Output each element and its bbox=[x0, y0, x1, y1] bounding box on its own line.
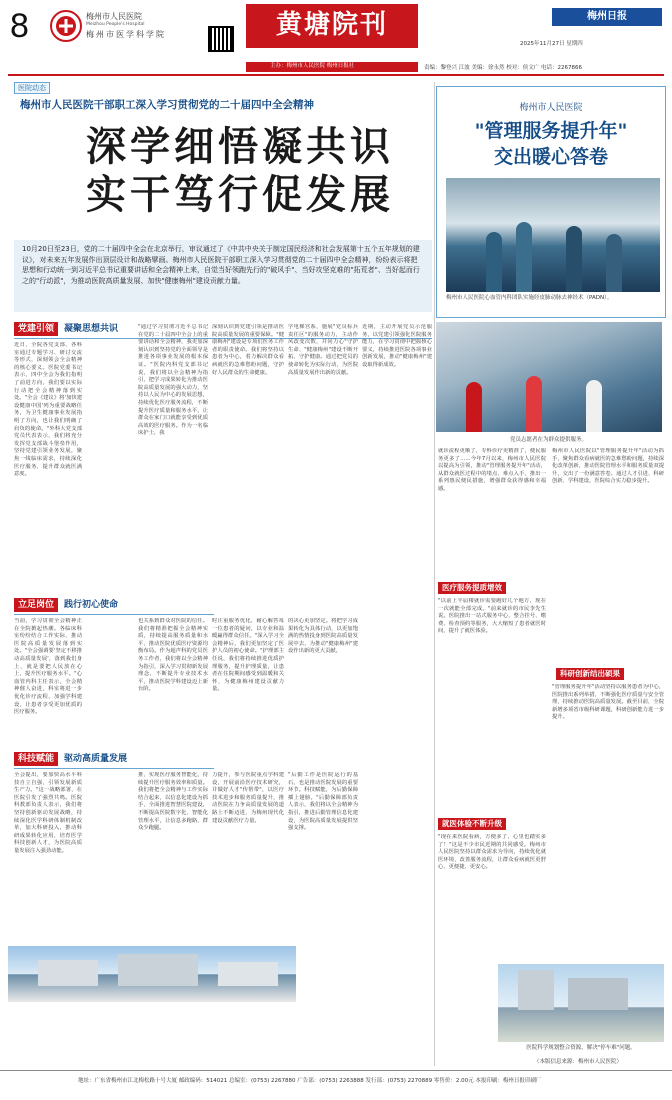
section-title: 践行初心使命 bbox=[64, 600, 119, 610]
issue-date: 2025年11月27日 星期四 bbox=[520, 41, 583, 47]
right-article-headline-line2: 交出暖心答卷 bbox=[493, 146, 608, 168]
column-text: "通过学习贯彻习近平总书记在党的二十届四中全会上的重要讲话和全会精神，我更加深刻认识到坚持党的全面领导是推进各项事业发展的根本保证。"医院内科党支部书记说，我们将以全会精神为指引，把学习成果转化为推动医院高质量发展的强大动力，坚持以人民为中心的发展思想，持续优化医疗服务流程，不断提升医疗质量和服务水平，让群众在家门口就能享受到优质高效的医疗服务。作为一名临床护士，我 bbox=[138, 324, 208, 437]
column-text: 时注重服务优化，耐心解答每一位患者的疑问，以专业和温暖赢得群众信任。"深入学习全会精神后，我们更加坚定了医护人员的初心使命。"护理部主任说，我们将持续推进优质护理服务，提升护理质量，让患者在住院期间感受到温暖和关怀，为健康梅州建设贡献力量。 bbox=[212, 618, 284, 693]
column-text: "后勤工作是医院运行的基石，也是推动医院发展的重要环节。科技赋能，为后勤保障插上翅膀。"后勤保障部负责人表示，我们将以全会精神为指引，推进后勤管理信息化建设，为医院高质量发展提供坚强支撑。 bbox=[288, 772, 358, 832]
divider bbox=[14, 614, 214, 615]
header-divider bbox=[8, 74, 664, 76]
editor-line: 责编：黎登兴 江波 美编：徐永然 校对：侯文广 电话：2267866 bbox=[424, 65, 582, 71]
column-text: 也关系到群众对医院的信任。我们将精准把握全会精神实质，持续提高服务质量和水平，推动医院优质医疗资源均衡布局。作为超声科的党员医务工作者，我们将以全会精神为指引，深入学习贯彻新发展理念，不断提升专业技术水平，推动医院学科建设迈上新台阶。 bbox=[138, 618, 208, 693]
column-text: 全会提出，要加快高水平科技自立自强，引领发展新质生产力。"这一战略部署，在医院引发了强烈共鸣。医院科教部负责人表示，我们将坚持创新驱动发展战略，持续深化医学科研体制机制改革，加大科研投入，推动科研成果转化应用，培育医学科技创新人才，为医院高质量发展注入强劲动能。 bbox=[14, 772, 82, 854]
qr-code-icon bbox=[208, 26, 234, 52]
hospital-logo-icon bbox=[50, 10, 82, 42]
photo-caption: 医院科学规划整合资源，解决"停车难"问题。 bbox=[526, 1045, 636, 1051]
hospital-name-cn: 梅州市人民医院 bbox=[86, 12, 142, 21]
host-line: 主办：梅州市人民医院 梅州日报社 bbox=[246, 62, 418, 72]
building-shape bbox=[118, 954, 198, 986]
divider bbox=[14, 768, 214, 769]
article-headline-line1: 深学细悟凝共识 bbox=[86, 123, 394, 170]
hospital-building-photo bbox=[8, 946, 296, 1002]
article-subtitle: 梅州市人民医院干部职工深入学习贯彻党的二十届四中全会精神 bbox=[20, 99, 314, 111]
right-article-headline-line1: "管理服务提升年" bbox=[474, 120, 628, 142]
section-flag: 立足岗位 bbox=[14, 598, 58, 612]
column-text: 学电梯宫系，施展"党员标兵责任区"的服务动力，主动作风改变次数，并同力心"守护生命、"健康梅州"建设不断开拓、守护健康。通过把党员的使命转化为实际行动，为医院高质量发展作出新的贡献。 bbox=[288, 324, 358, 376]
masthead bbox=[0, 0, 672, 58]
surgery-photo bbox=[446, 178, 660, 292]
section-title: 凝聚思想共识 bbox=[64, 324, 119, 334]
building-shape bbox=[38, 960, 98, 986]
article-headline-line2: 实干笃行促发展 bbox=[86, 171, 394, 218]
column-text: 近期，主动开展党员示范服务，以党建引领强化医院服务能力，在学习贯彻中把握核心要义，持续推进医院各项事业创新发展，推动"健康梅州"建设取得新成效。 bbox=[362, 324, 432, 368]
column-text: 当前，学习贯彻全会精神正在全院掀起热潮。各临床科室纷纷结合工作实际，推动医院高质量发展落到实处。"全会强调要'坚定不移推动高质量发展'，落到我们身上，就是要把人民放在心上，提升医疗服务水平。"心血管内科主任表示，全会精神催人奋进，科室将进一步优化诊疗流程，加强学科建设，让患者享受更加优质的医疗服务。 bbox=[14, 618, 82, 716]
newspaper-logo: 梅州日报 bbox=[552, 8, 662, 26]
column-text: 梅州市人民医院以"管理服务提升年"活动为抓手，聚焦群众看病就医的急难愁盼问题，持续深化改革创新，推动医院管理水平和服务质量双提升，交出了一份满意答卷。通过人才引进、科研创新、学科建设，医院综合实力稳步提升。 bbox=[552, 448, 664, 485]
hospital-motto: 梅州市医学科学院 bbox=[86, 30, 166, 39]
right-subheading-3: 就医体验不断升级 bbox=[438, 818, 506, 830]
building-shape bbox=[218, 962, 278, 986]
article-lead: 10月20日至23日，党的二十届四中全会在北京举行，审议通过了《中共中央关于制定国民经济和社会发展第十五个五年规划的建议》，对未来五年发展作出顶层设计和战略擘画。梅州市人民医院干部职工深入学习贯彻党的二十届四中全会精神，纷纷表示将把思想和行动统一到习近平总书记重要讲话和全会精神上来，自觉当好领跑先行的"破风手"、当好攻坚克难的"拓荒者"、当好起而行之的"行动派"，为推动医院高质量发展、加快"健康梅州"建设贡献力量。 bbox=[14, 240, 432, 312]
right-subheading-1: 医疗服务提质增效 bbox=[438, 582, 506, 594]
column-text: 就诊流程更顺了，专科诊疗更精准了，便民服务更多了……今年7月以来，梅州市人民医院以提高为引领，推动"管理服务提升年"活动，从群众就医过程中的堵点、难点入手，推出一系列惠民便民措施，增强群众获得感和幸福感。 bbox=[438, 448, 546, 492]
person-shape bbox=[516, 222, 532, 292]
person-shape bbox=[586, 380, 602, 432]
right-subheading-2: 科研创新结出硕果 bbox=[556, 668, 624, 680]
section-heading-3 bbox=[14, 752, 127, 766]
section-title: 驱动高质量发展 bbox=[64, 754, 128, 764]
masthead-title: 黄塘院刊 bbox=[275, 10, 388, 40]
photo-caption: 党员志愿者在为群众提供服务。 bbox=[510, 437, 588, 443]
building-shape bbox=[568, 978, 628, 1010]
source-note: （本版信息来源：梅州市人民医院） bbox=[534, 1059, 623, 1065]
footer: 地址：广东省梅州市江北梅松路十号大厦 邮政编码：514021 总编室：(0753) 2267880 广告部：(0753) 2263888 发行部：(0753) 2270889 零售价：2.00元 本报印刷：梅州日报印刷厂 bbox=[0, 1070, 672, 1090]
masthead-title-box bbox=[246, 4, 418, 48]
column-text: "管理服务提升年"活动坚持以服务患者为中心，医院推出系列举措，不断强化医疗质量与安全管理，持续推动医院高质量发展。截至目前，全院新增多项省市级科研课题，科研创新能力进一步提升。 bbox=[552, 684, 664, 721]
column-text: 推，实现医疗服务智能化，持续提升医疗服务效率和质量。我们将把全会精神与工作实际结合起来，以信息化建设为抓手，全面推进智慧医院建设，不断提高医院数字化、智能化管理水平，让信息多跑路，群众少跑腿。 bbox=[138, 772, 208, 832]
column-text: "以前上半届楼就诊需要跑好几个地方，现在一次就能全部完成。"前来就诊的市民李先生说。医院推出一站式服务中心，整合挂号、缴费、检查预约等服务，大大缩短了患者就医时间，提升了就医体验。 bbox=[438, 598, 546, 635]
column-divider bbox=[434, 82, 435, 1066]
photo-caption: 梅州市人民医院心血管内科团队实施经皮肺动脉去神经术（PADN）。 bbox=[446, 295, 613, 301]
person-shape bbox=[466, 382, 482, 432]
column-text: 深刻认识到党建引领是推动医院高质量发展的重要保障。"健康梅州"建设是专项们医务工作者的职责使命。我们将坚持以患者为中心，着力解决群众看病就医的急难愁盼问题，守护好人民群众的生命健康。 bbox=[212, 324, 284, 376]
column-text: 的决心更加坚定。将把学习成果转化为具体行动，以更加饱满的热情投身到医院高质量发展中去，为推动"健康梅州"建设作出新的更大贡献。 bbox=[288, 618, 358, 655]
column-text: 力提升，参与医院重点学科建设，开展前沿医疗技术研究，并做好人才"传帮带"，以医疗技术进步和服务质量提升，推动医院在力争高质量发展的道路上不断迈进，为梅州现代化建设贡献医疗力量。 bbox=[212, 772, 284, 824]
page-number: 8 bbox=[10, 7, 29, 45]
parking-building-photo bbox=[498, 964, 664, 1042]
person-shape bbox=[606, 234, 622, 292]
person-shape bbox=[486, 232, 502, 292]
hospital-name-en: Meizhou People's Hospital bbox=[86, 22, 145, 27]
column-text: "现在来医院看病，方便多了，心里也踏实多了！"这是不少市民近期的共同感受。梅州市人民医院坚持以群众需求为导向，持续优化就医环境，改善服务流程，让群众看病就医更舒心、更便捷、更安心。 bbox=[438, 834, 546, 871]
volunteer-photo bbox=[436, 322, 662, 432]
section-flag: 党建引领 bbox=[14, 322, 58, 336]
building-shape bbox=[518, 970, 554, 1010]
right-article-org: 梅州市人民医院 bbox=[519, 103, 583, 113]
column-text: 近日，全院各党支部、各科室通过专题学习、研讨交流等形式，深刻领会全会精神的核心要义。医院党委书记表示，四中全会为我们指明了前进方向，我们要以实际行动把全会精神落到实处。"全会《建议》将'加快建设健康中国'列为重要战略任务，为卫生健康事业发展指明了方向，也让我们明确了肩负的使命。"外科大党支部党员代表表示，我们将充分发挥党支部战斗堡垒作用，坚持党建引领业务发展，聚焦一线临床需求，持续深化医疗服务，提升群众就医满意度。 bbox=[14, 342, 82, 478]
person-shape bbox=[566, 226, 582, 292]
section-badge: 医院动态 bbox=[14, 82, 50, 94]
section-heading-2 bbox=[14, 598, 118, 612]
person-shape bbox=[526, 376, 542, 432]
section-heading-1 bbox=[14, 322, 118, 336]
section-flag: 科技赋能 bbox=[14, 752, 58, 766]
